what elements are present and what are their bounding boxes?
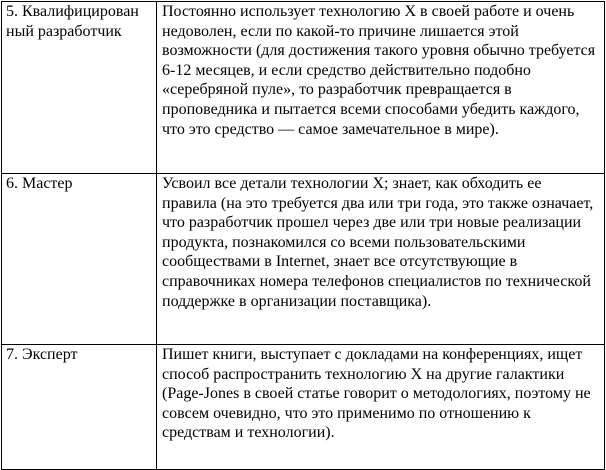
description-cell: Усвоил все детали технологии X; знает, как обходить ее правила (на это требуется два или три года, это также означает, что разработчик прошел через две или три новые реализации продукта, познакомился со всеми пользовательскими сообществами в Internet, знает все отсутствующие в справочниках номера телефонов специалистов по технической поддержке в организации поставщика).	[157, 174, 605, 345]
table-row	[2, 174, 605, 345]
skill-levels-table	[1, 1, 605, 470]
level-cell: 6. Мастер	[2, 174, 157, 345]
level-cell: 5. Квалифицирован ный разработчик	[2, 2, 157, 174]
description-cell: Пишет книги, выступает с докладами на конференциях, ищет способ распространить технологию X на другие галактики (Page-Jones в своей статье говорит о методологиях, поэтому не совсем очевидно, что это применимо по отношению к средствам и технологии).	[157, 345, 605, 470]
description-cell: Постоянно использует технологию X в своей работе и очень недоволен, если по какой-то причине лишается этой возможности (для достижения такого уровня обычно требуется 6-12 месяцев, и если средство действительно подобно «серебряной пуле», то разработчик превращается в проповедника и пытается всеми способами убедить каждого, что это средство — самое замечательное в мире).	[157, 2, 605, 174]
table-row	[2, 345, 605, 470]
level-cell: 7. Эксперт	[2, 345, 157, 470]
table-row	[2, 2, 605, 174]
